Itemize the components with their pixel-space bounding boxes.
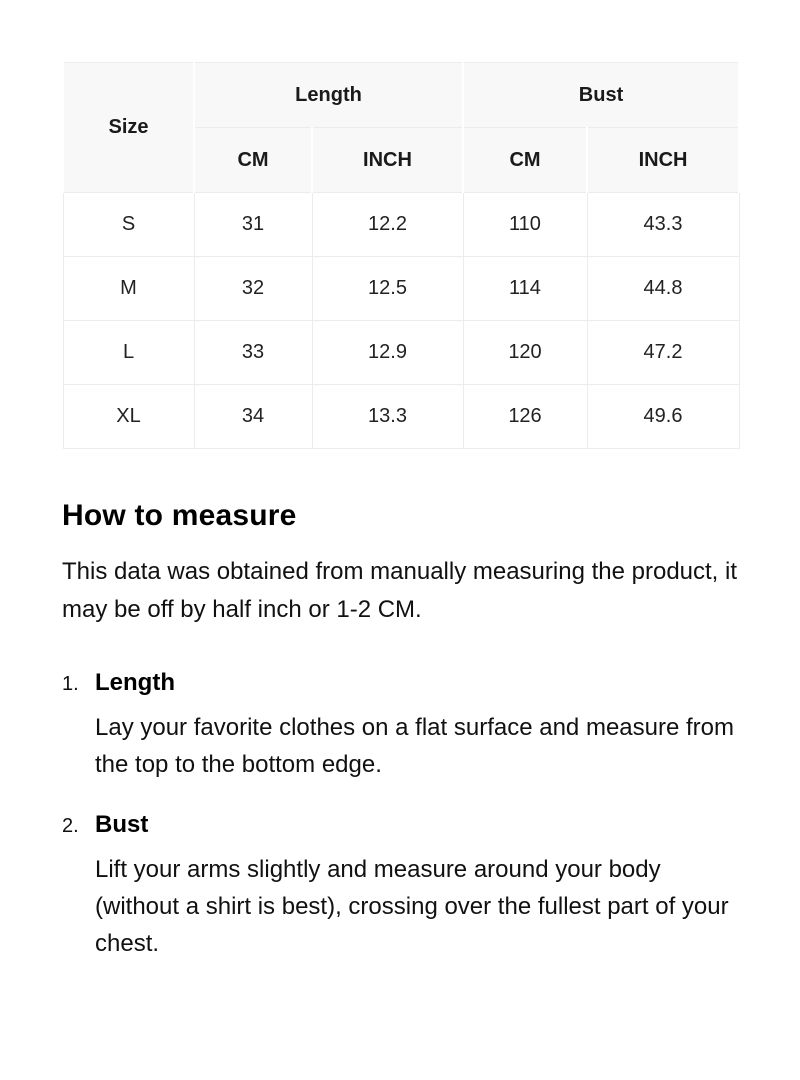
- col-header-bust-inch: INCH: [587, 128, 739, 193]
- length-cm-cell: 33: [194, 321, 312, 385]
- table-row: [63, 193, 739, 257]
- col-header-size: Size: [63, 63, 194, 193]
- bust-inch-cell: 47.2: [587, 321, 739, 385]
- size-cell: XL: [63, 385, 194, 449]
- size-cell: S: [63, 193, 194, 257]
- length-inch-cell: 12.2: [312, 193, 463, 257]
- bust-cm-cell: 126: [463, 385, 587, 449]
- header-row-groups: [63, 63, 739, 128]
- table-row: [63, 385, 739, 449]
- bust-cm-cell: 120: [463, 321, 587, 385]
- step-number: 1.: [62, 673, 79, 695]
- bust-inch-cell: 49.6: [587, 385, 739, 449]
- col-header-length-cm: CM: [194, 128, 312, 193]
- measure-step-length: [62, 669, 738, 783]
- table-row: [63, 257, 739, 321]
- length-cm-cell: 34: [194, 385, 312, 449]
- measure-steps-list: [62, 669, 738, 962]
- measure-step-bust: [62, 811, 738, 962]
- col-header-length: Length: [194, 63, 463, 128]
- bust-inch-cell: 44.8: [587, 257, 739, 321]
- bust-inch-cell: 43.3: [587, 193, 739, 257]
- col-header-bust-cm: CM: [463, 128, 587, 193]
- step-description: Lay your favorite clothes on a flat surface and measure from the top to the bottom edge.: [95, 714, 734, 778]
- how-to-measure-section: [62, 499, 738, 962]
- bust-cm-cell: 110: [463, 193, 587, 257]
- size-chart-table: [62, 62, 740, 449]
- length-inch-cell: 12.5: [312, 257, 463, 321]
- step-term: Bust: [95, 811, 149, 838]
- size-cell: L: [63, 321, 194, 385]
- bust-cm-cell: 114: [463, 257, 587, 321]
- step-number: 2.: [62, 815, 79, 837]
- length-cm-cell: 31: [194, 193, 312, 257]
- section-title: How to measure: [62, 499, 297, 532]
- col-header-length-inch: INCH: [312, 128, 463, 193]
- length-inch-cell: 12.9: [312, 321, 463, 385]
- step-term: Length: [95, 669, 175, 696]
- step-description: Lift your arms slightly and measure around your body (without a shirt is best), crossing over the fullest part of your chest.: [95, 856, 729, 957]
- length-inch-cell: 13.3: [312, 385, 463, 449]
- table-row: [63, 321, 739, 385]
- measure-disclaimer-text: This data was obtained from manually measuring the product, it may be off by half inch or 1-2 CM.: [62, 558, 738, 623]
- col-header-bust: Bust: [463, 63, 739, 128]
- size-cell: M: [63, 257, 194, 321]
- length-cm-cell: 32: [194, 257, 312, 321]
